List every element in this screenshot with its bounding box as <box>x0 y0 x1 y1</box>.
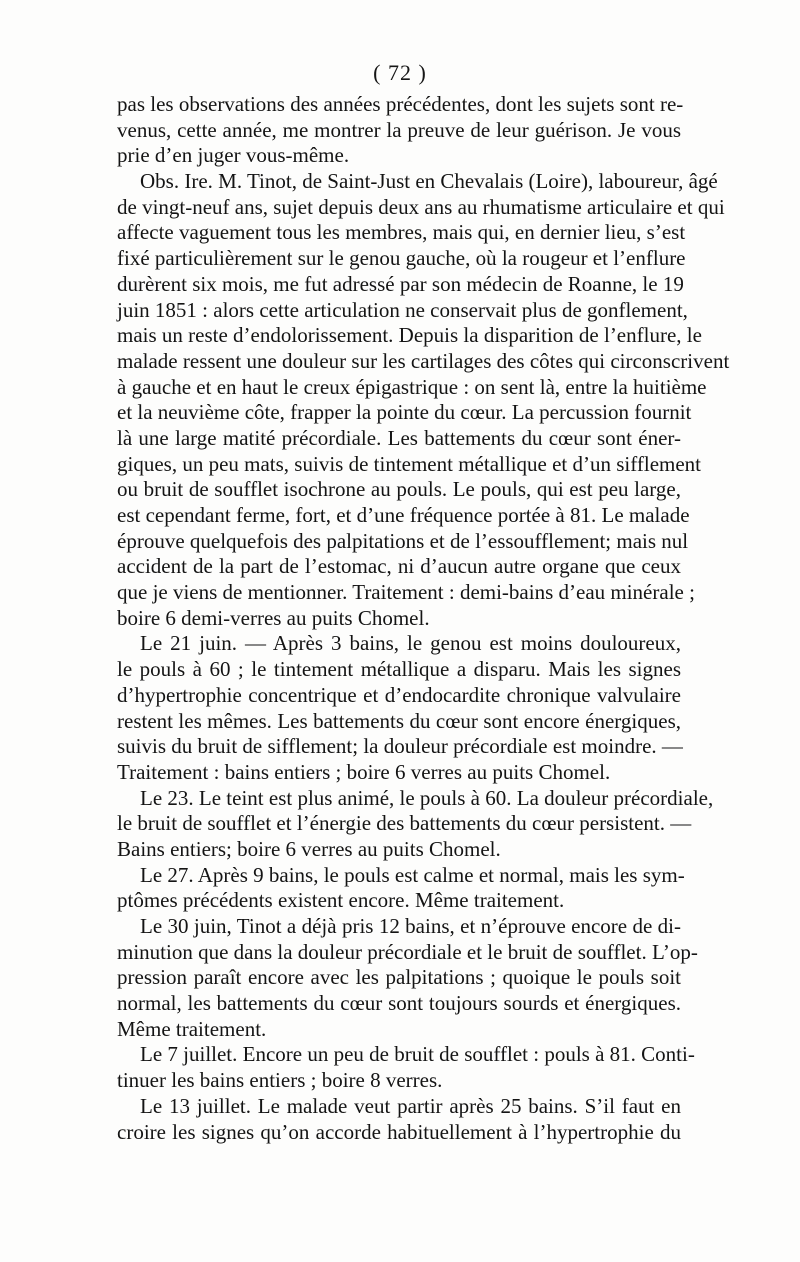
text-line: Le 27. Après 9 bains, le pouls est calme et normal, mais les sym- <box>140 862 685 887</box>
text-line: et la neuvième côte, frapper la pointe du cœur. La percussion fournit <box>117 400 692 425</box>
text-line: le pouls à 60 ; le tintement métallique a disparu. Mais les signes <box>117 657 681 682</box>
text-line: Le 7 juillet. Encore un peu de bruit de soufflet : pouls à 81. Conti- <box>140 1042 695 1067</box>
text-line: d’hypertrophie concentrique et d’endocardite chronique valvulaire <box>117 682 681 707</box>
text-line: éprouve quelquefois des palpitations et de l’essoufflement; mais nul <box>117 528 689 553</box>
text-line: mais un reste d’endolorissement. Depuis la disparition de l’enflure, le <box>117 323 702 348</box>
text-line: Le 13 juillet. Le malade veut partir après 25 bains. S’il faut en <box>140 1093 681 1118</box>
text-line: accident de la part de l’estomac, ni d’aucun autre organe que ceux <box>117 554 681 579</box>
text-line: est cependant ferme, fort, et d’une fréquence portée à 81. Le malade <box>117 503 690 527</box>
text-line: pression paraît encore avec les palpitations ; quoique le pouls soit <box>117 965 681 990</box>
text-line: tinuer les bains entiers ; boire 8 verres. <box>117 1068 443 1093</box>
text-line: Même traitement. <box>117 1016 267 1041</box>
text-line: suivis du bruit de sifflement; la douleur précordiale est moindre. — <box>117 734 683 759</box>
text-line: Le 21 juin. — Après 3 bains, le genou est moins douloureux, <box>140 631 681 656</box>
text-line: restent les mêmes. Les battements du cœur sont encore énergiques, <box>117 708 681 733</box>
page-number: ( 72 ) <box>373 60 427 85</box>
text-line: de vingt-neuf ans, sujet depuis deux ans au rhumatisme articulaire et qui <box>117 194 725 219</box>
text-line: croire les signes qu’on accorde habituellement à l’hypertrophie du <box>117 1119 681 1144</box>
text-line: Bains entiers; boire 6 verres au puits Chomel. <box>117 836 501 861</box>
text-line: affecte vaguement tous les membres, mais qui, en dernier lieu, s’est <box>117 220 686 245</box>
text-line: normal, les battements du cœur sont toujours sourds et énergiques. <box>117 991 681 1016</box>
text-line: boire 6 demi-verres au puits Chomel. <box>117 605 430 630</box>
text-line: pas les observations des années précédentes, dont les sujets sont re- <box>117 92 684 116</box>
text-line: ou bruit de soufflet isochrone au pouls. Le pouls, qui est peu large, <box>117 477 681 502</box>
text-line: Obs. Ire. M. Tinot, de Saint-Just en Chevalais (Loire), laboureur, âgé <box>140 169 718 194</box>
text-line: venus, cette année, me montrer la preuve de leur guérison. Je vous <box>117 117 681 142</box>
text-line: prie d’en juger vous-même. <box>117 143 350 168</box>
text-line: à gauche et en haut le creux épigastrique : on sent là, entre la huitième <box>117 374 707 399</box>
text-line: durèrent six mois, me fut adressé par son médecin de Roanne, le 19 <box>117 271 684 296</box>
text-line: que je viens de mentionner. Traitement : demi-bains d’eau minérale ; <box>117 580 695 605</box>
text-line: malade ressent une douleur sur les cartilages des côtes qui circonscrivent <box>117 348 730 373</box>
text-line: Le 23. Le teint est plus animé, le pouls à 60. La douleur précordiale, <box>140 785 714 810</box>
text-line: Traitement : bains entiers ; boire 6 verres au puits Chomel. <box>117 759 611 784</box>
body-text <box>117 92 730 1145</box>
text-line: Le 30 juin, Tinot a déjà pris 12 bains, et n’éprouve encore de di- <box>140 914 681 938</box>
text-line: ptômes précédents existent encore. Même traitement. <box>117 888 565 913</box>
text-line: fixé particulièrement sur le genou gauche, où la rougeur et l’enflure <box>117 246 686 271</box>
text-line: juin 1851 : alors cette articulation ne conservait plus de gonflement, <box>117 297 688 322</box>
text-line: minution que dans la douleur précordiale et le bruit de soufflet. L’op- <box>117 939 698 964</box>
text-line: là une large matité précordiale. Les battements du cœur sont éner- <box>117 425 681 450</box>
text-line: giques, un peu mats, suivis de tintement métallique et d’un sifflement <box>117 451 702 476</box>
text-line: le bruit de soufflet et l’énergie des battements du cœur persistent. — <box>117 811 692 836</box>
